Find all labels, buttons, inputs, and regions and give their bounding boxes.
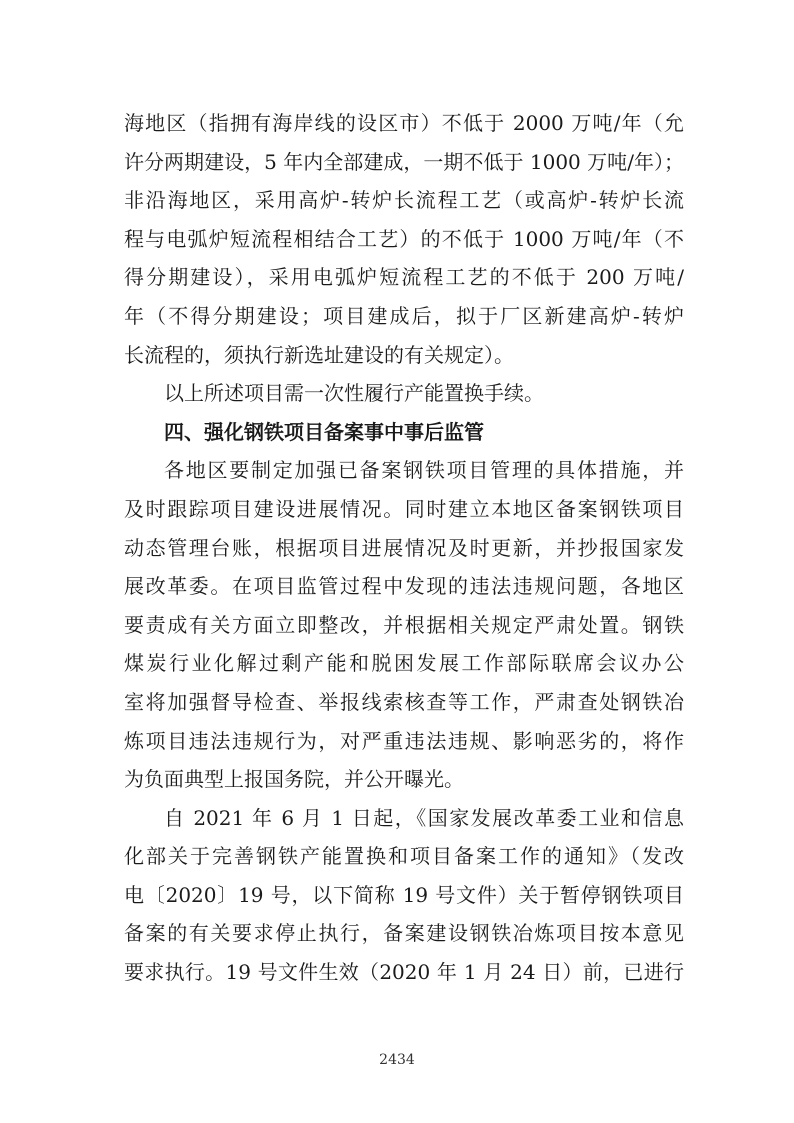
text-line: 许分两期建设，5 年内全部建成，一期不低于 1000 万吨/年）； [124, 149, 684, 174]
text-line: 以上所述项目需一次性履行产能置换手续。 [164, 381, 544, 406]
text-line: 及时跟踪项目建设进展情况。同时建立本地区备案钢铁项目 [124, 496, 684, 521]
text-line: 动态管理台账，根据项目进展情况及时更新，并抄报国家发 [124, 535, 684, 560]
text-line: 非沿海地区，采用高炉-转炉长流程工艺（或高炉-转炉长流 [124, 188, 684, 213]
text-line: 得分期建设），采用电弧炉短流程工艺的不低于 200 万吨/ [124, 265, 684, 290]
text-line: 为负面典型上报国务院，并公开曝光。 [124, 767, 464, 792]
text-line: 展改革委。在项目监管过程中发现的违法违规问题，各地区 [124, 574, 684, 599]
page-number: 2434 [379, 1052, 415, 1068]
text-line: 煤炭行业化解过剩产能和脱困发展工作部际联席会议办公 [124, 651, 684, 676]
text-line: 要责成有关方面立即整改，并根据相关规定严肃处置。钢铁 [124, 612, 684, 637]
text-line: 程与电弧炉短流程相结合工艺）的不低于 1000 万吨/年（不 [124, 226, 684, 251]
body-text [124, 104, 684, 992]
text-line: 室将加强督导检查、举报线索核查等工作，严肃查处钢铁冶 [124, 689, 684, 714]
text-line: 年（不得分期建设；项目建成后，拟于厂区新建高炉-转炉 [124, 303, 684, 328]
text-line: 炼项目违法违规行为，对严重违法违规、影响恶劣的，将作 [124, 728, 684, 753]
text-line: 电〔2020〕19 号，以下简称 19 号文件）关于暂停钢铁项目 [124, 882, 684, 907]
text-line: 自 2021 年 6 月 1 日起，《国家发展改革委工业和信息 [164, 805, 684, 830]
text-line: 备案的有关要求停止执行，备案建设钢铁冶炼项目按本意见 [124, 921, 684, 946]
text-line: 海地区（指拥有海岸线的设区市）不低于 2000 万吨/年（允 [124, 111, 684, 135]
text-line: 要求执行。19 号文件生效（2020 年 1 月 24 日）前，已进行 [124, 960, 684, 985]
text-line: 化部关于完善钢铁产能置换和项目备案工作的通知》（发改 [124, 844, 684, 869]
text-line: 长流程的，须执行新选址建设的有关规定）。 [124, 342, 514, 367]
text-line: 各地区要制定加强已备案钢铁项目管理的具体措施，并 [164, 458, 684, 483]
section-heading: 四、强化钢铁项目备案事中事后监管 [164, 419, 484, 444]
